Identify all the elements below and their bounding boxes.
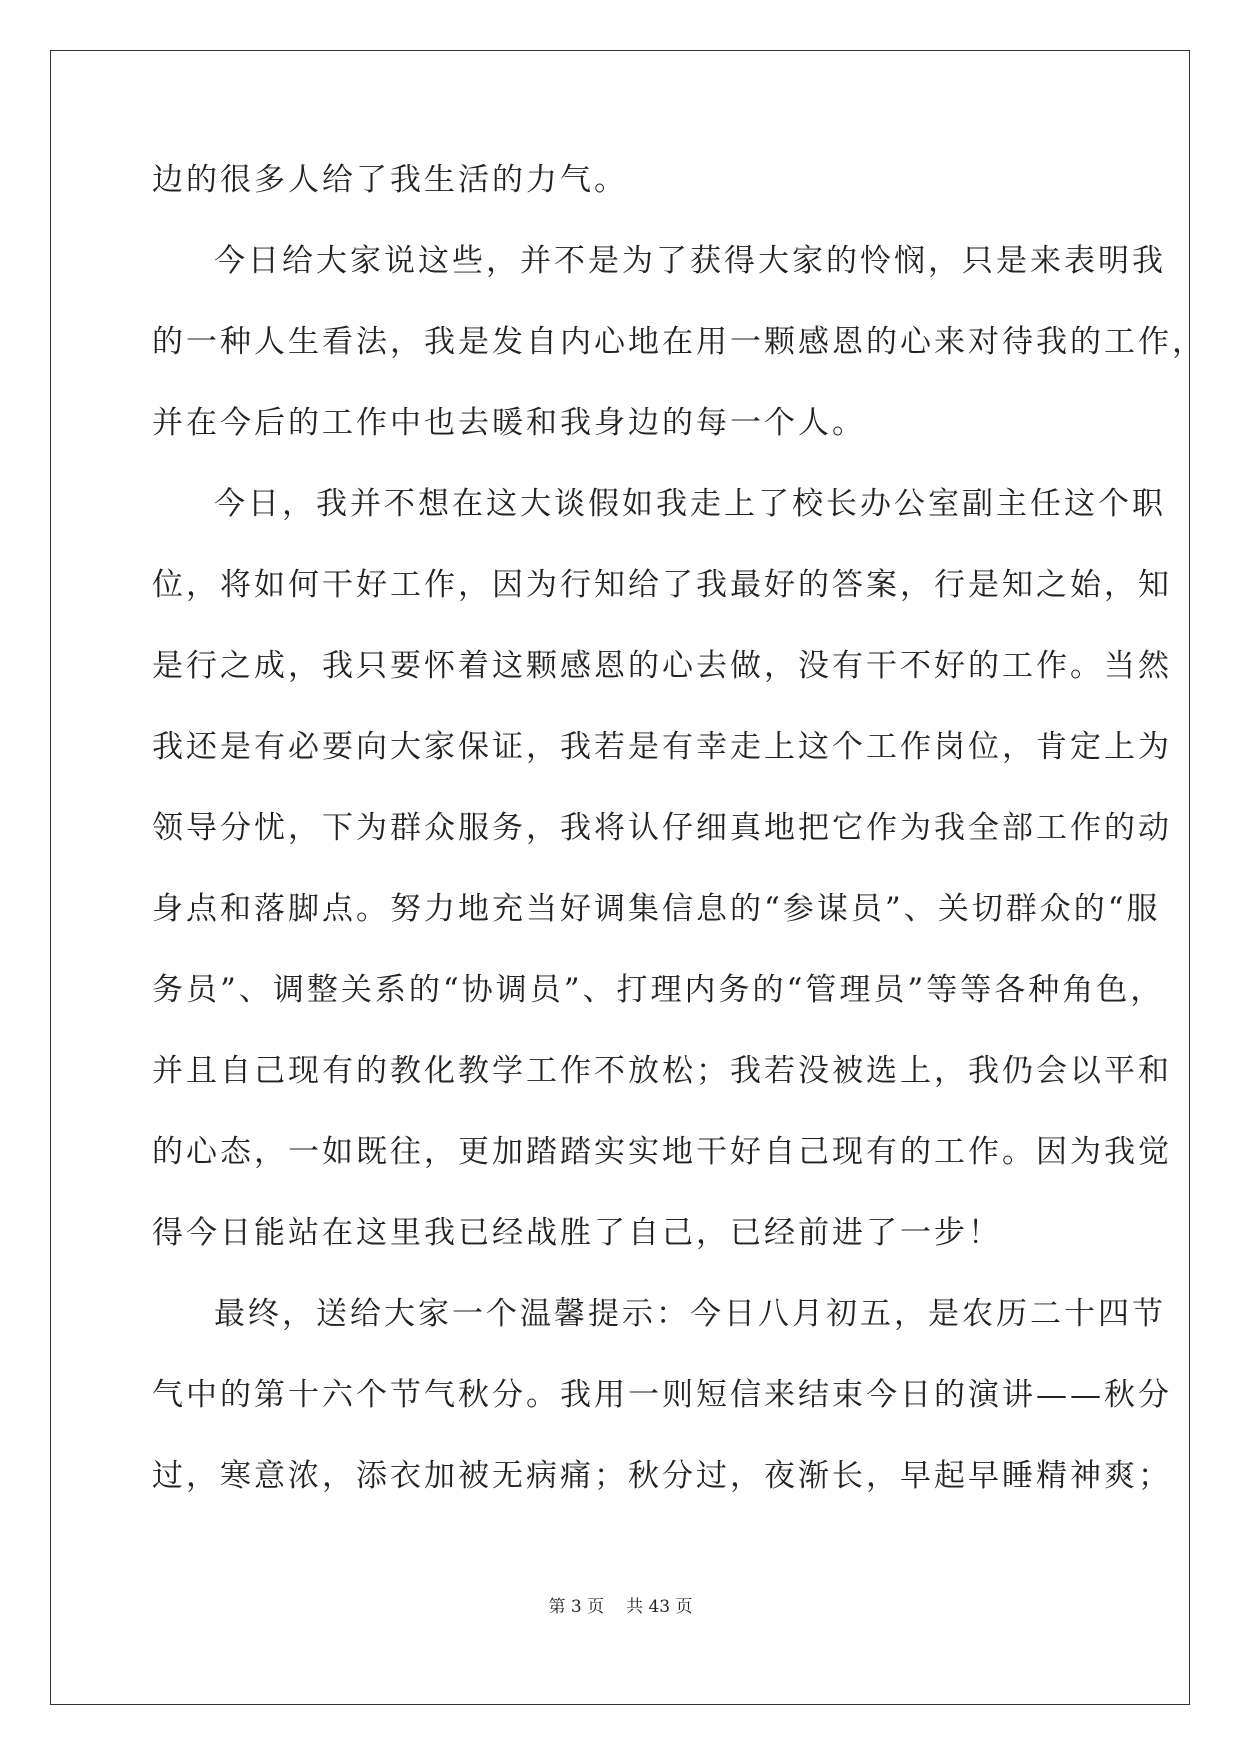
- text-line: 并且自己现有的教化教学工作不放松；我若没被选上，我仍会以平和: [152, 1053, 1172, 1089]
- text-line: 并在今后的工作中也去暖和我身边的每一个人。: [152, 405, 866, 441]
- text-line: 今日给大家说这些，并不是为了获得大家的怜悯，只是来表明我: [214, 243, 1166, 279]
- text-line: 得今日能站在这里我已经战胜了自己，已经前进了一步！: [152, 1215, 1002, 1251]
- text-line: 最终，送给大家一个温馨提示：今日八月初五，是农历二十四节: [214, 1296, 1166, 1332]
- text-line: 领导分忧，下为群众服务，我将认仔细真地把它作为我全部工作的动: [152, 810, 1172, 846]
- document-body: [152, 140, 1206, 1517]
- text-line: 边的很多人给了我生活的力气。: [152, 162, 628, 198]
- text-line: 身点和落脚点。努力地充当好调集信息的“参谋员”、关切群众的“服: [152, 891, 1161, 927]
- text-line: 是行之成，我只要怀着这颗感恩的心去做，没有干不好的工作。当然: [152, 648, 1172, 684]
- text-line: 的一种人生看法，我是发自内心地在用一颗感恩的心来对待我的工作，: [152, 324, 1206, 360]
- text-line: 务员”、调整关系的“协调员”、打理内务的“管理员”等等各种角色，: [152, 972, 1165, 1008]
- text-line: 今日，我并不想在这大谈假如我走上了校长办公室副主任这个职: [214, 486, 1166, 522]
- text-line: 位，将如何干好工作，因为行知给了我最好的答案，行是知之始，知: [152, 567, 1172, 603]
- text-line: 气中的第十六个节气秋分。我用一则短信来结束今日的演讲——秋分: [152, 1377, 1172, 1413]
- page-number: 第 3 页: [548, 1597, 605, 1617]
- page-total: 共 43 页: [626, 1597, 693, 1617]
- text-line: 过，寒意浓，添衣加被无病痛；秋分过，夜渐长，早起早睡精神爽；: [152, 1458, 1172, 1494]
- text-line: 的心态，一如既往，更加踏踏实实地干好自己现有的工作。因为我觉: [152, 1134, 1172, 1170]
- page-footer: [0, 1592, 1241, 1617]
- text-line: 我还是有必要向大家保证，我若是有幸走上这个工作岗位，肯定上为: [152, 729, 1172, 765]
